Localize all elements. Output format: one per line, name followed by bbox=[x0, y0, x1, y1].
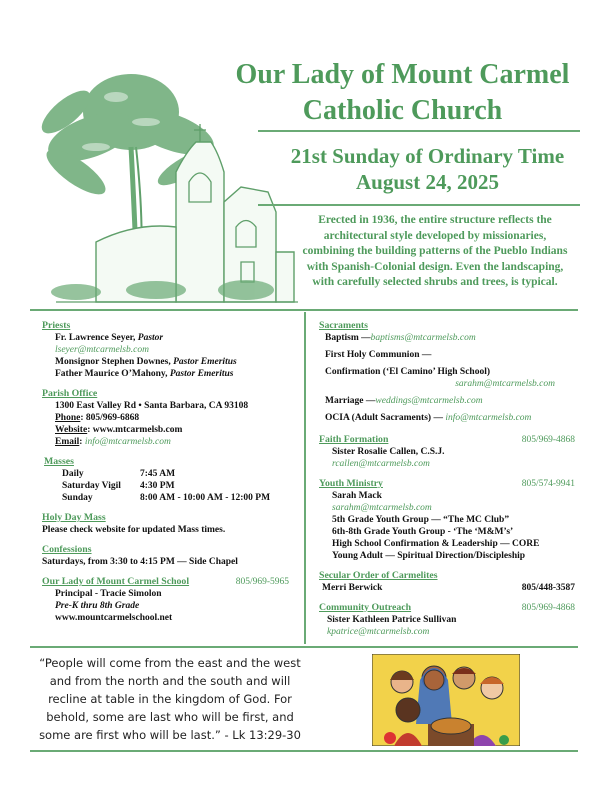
mass-row bbox=[42, 492, 297, 504]
mass-time: 4:30 PM bbox=[140, 481, 175, 491]
mass-row bbox=[42, 480, 297, 492]
bulletin-date: August 24, 2025 bbox=[356, 170, 499, 194]
carmelites-name: Merri Berwick bbox=[322, 583, 383, 593]
faith-name: Sister Rosalie Callen, C.S.J. bbox=[332, 447, 445, 457]
confessions-section bbox=[42, 544, 297, 568]
marriage-label: Marriage — bbox=[325, 396, 376, 406]
communion-line: First Holy Communion — bbox=[325, 350, 432, 360]
carmelites-section bbox=[319, 570, 575, 594]
footer-top-divider bbox=[30, 646, 578, 648]
office-email-line: Email: info@mtcarmelsb.com bbox=[55, 437, 171, 447]
youth-name: Sarah Mack bbox=[332, 491, 382, 501]
youth-section bbox=[319, 478, 575, 562]
office-address: 1300 East Valley Rd • Santa Barbara, CA 93108 bbox=[55, 401, 249, 411]
holy-day-section bbox=[42, 512, 297, 536]
school-website[interactable]: www.mountcarmelschool.net bbox=[55, 613, 173, 623]
school-heading: Our Lady of Mount Carmel School bbox=[42, 576, 190, 587]
carmelites-row bbox=[319, 582, 575, 594]
column-divider bbox=[304, 312, 306, 644]
school-section bbox=[42, 576, 297, 624]
pastor-email[interactable]: lseyer@mtcarmelsb.com bbox=[55, 345, 149, 355]
confirmation-email[interactable]: sarahm@mtcarmelsb.com bbox=[455, 379, 555, 389]
school-heading-row bbox=[42, 576, 297, 588]
church-description: Erected in 1936, the entire structure reflects the architectural style developed by missionaries, combining the building patterns of the Pueblo Indians with Spanish-Colonial design. Even the landscaping, with carefully selected shrubs and trees, is typical. bbox=[302, 214, 568, 288]
outreach-name: Sister Kathleen Patrice Sullivan bbox=[327, 615, 457, 625]
pastor-line bbox=[42, 332, 297, 344]
outreach-phone: 805/969-4868 bbox=[521, 603, 575, 613]
mass-day: Saturday Vigil bbox=[62, 481, 121, 491]
liturgical-sunday: 21st Sunday of Ordinary Time bbox=[290, 144, 565, 168]
sacraments-section bbox=[319, 320, 575, 424]
emeritus1-role: Pastor Emeritus bbox=[173, 357, 237, 367]
church-name-line1: Our Lady of Mount Carmel bbox=[235, 59, 570, 90]
baptism-line bbox=[319, 332, 575, 344]
mass-row bbox=[42, 468, 297, 480]
office-phone: : 805/969-6868 bbox=[80, 413, 140, 423]
bottom-divider bbox=[30, 750, 578, 752]
youth-phone: 805/574-9941 bbox=[521, 479, 575, 489]
confessions-text: Saturdays, from 3:30 to 4:15 PM — Side Chapel bbox=[42, 557, 238, 567]
pastor-role: Pastor bbox=[137, 333, 164, 343]
outreach-email[interactable]: kpatrice@mtcarmelsb.com bbox=[327, 627, 430, 637]
mass-time: 8:00 AM - 10:00 AM - 12:00 PM bbox=[140, 493, 271, 503]
ocia-email[interactable]: info@mtcarmelsb.com bbox=[445, 413, 532, 423]
ocia-line bbox=[319, 412, 575, 424]
family-illustration bbox=[372, 654, 520, 746]
scripture-quote: “People will come from the east and the west and from the north and the south and will recline at table in the kingdom of God. For behold, some are last who will be first, and some are first who will be last.” - Lk 13:29-30 bbox=[39, 656, 301, 742]
office-website-line bbox=[42, 424, 297, 436]
baptism-label: Baptism — bbox=[325, 333, 371, 343]
emeritus1-name: Monsignor Stephen Downes, bbox=[55, 357, 171, 367]
holy-day-heading: Holy Day Mass bbox=[42, 512, 106, 523]
youth-group: High School Confirmation & Leadership — CORE bbox=[332, 539, 540, 549]
confirmation-line: Confirmation (‘El Camino’ High School) bbox=[325, 367, 491, 377]
baptism-email[interactable]: baptisms@mtcarmelsb.com bbox=[370, 333, 476, 343]
priests-heading: Priests bbox=[42, 320, 71, 331]
school-principal: Principal - Tracie Simolon bbox=[55, 589, 162, 599]
title-divider bbox=[258, 130, 580, 132]
emeritus2-role: Pastor Emeritus bbox=[169, 369, 234, 379]
priests-section bbox=[42, 320, 297, 380]
pastor-name: Fr. Lawrence Seyer, bbox=[55, 333, 136, 343]
outreach-heading-row bbox=[319, 602, 575, 614]
marriage-line bbox=[319, 395, 575, 407]
marriage-email[interactable]: weddings@mtcarmelsb.com bbox=[375, 396, 483, 406]
carmelites-heading: Secular Order of Carmelites bbox=[319, 570, 438, 581]
ocia-label: OCIA (Adult Sacraments) — bbox=[325, 413, 443, 423]
youth-group: Young Adult — Spiritual Direction/Discipleship bbox=[332, 551, 526, 561]
phone-label: Phone bbox=[55, 413, 81, 423]
confessions-heading: Confessions bbox=[42, 544, 92, 555]
youth-group: 6th-8th Grade Youth Group - ‘The ‘M&M’s’ bbox=[332, 527, 514, 537]
youth-heading-row bbox=[319, 478, 575, 490]
faith-section bbox=[319, 434, 575, 470]
emeritus2-name: Father Maurice O’Mahony, bbox=[55, 369, 168, 379]
office-section bbox=[42, 388, 297, 448]
carmelites-phone: 805/448-3587 bbox=[521, 583, 575, 593]
faith-phone: 805/969-4868 bbox=[521, 435, 575, 445]
holy-day-text: Please check website for updated Mass times. bbox=[42, 525, 226, 535]
school-grades: Pre-K thru 8th Grade bbox=[55, 601, 140, 611]
faith-email[interactable]: rcallen@mtcarmelsb.com bbox=[332, 459, 430, 469]
masses-section bbox=[42, 456, 297, 504]
youth-group: 5th Grade Youth Group — “The MC Club” bbox=[332, 515, 510, 525]
church-name-line2: Catholic Church bbox=[302, 95, 503, 126]
sacraments-heading: Sacraments bbox=[319, 320, 368, 331]
office-email[interactable]: info@mtcarmelsb.com bbox=[84, 437, 171, 447]
mass-day: Daily bbox=[62, 469, 84, 479]
outreach-section bbox=[319, 602, 575, 638]
office-heading: Parish Office bbox=[42, 388, 98, 399]
emeritus2-line bbox=[42, 368, 297, 380]
mass-day: Sunday bbox=[62, 493, 93, 503]
mass-time: 7:45 AM bbox=[140, 469, 176, 479]
youth-heading: Youth Ministry bbox=[319, 478, 383, 489]
faith-heading-row bbox=[319, 434, 575, 446]
emeritus1-line bbox=[42, 356, 297, 368]
masses-heading: Masses bbox=[44, 456, 74, 467]
faith-heading: Faith Formation bbox=[319, 434, 389, 445]
right-column bbox=[319, 320, 575, 646]
office-website[interactable]: : www.mtcarmelsb.com bbox=[87, 425, 183, 435]
left-column bbox=[42, 320, 297, 632]
youth-email[interactable]: sarahm@mtcarmelsb.com bbox=[332, 503, 432, 513]
email-label: Email bbox=[55, 437, 80, 447]
date-divider bbox=[258, 204, 580, 206]
website-label: Website bbox=[55, 425, 88, 435]
office-phone-line bbox=[42, 412, 297, 424]
outreach-heading: Community Outreach bbox=[319, 602, 412, 613]
top-divider bbox=[30, 309, 578, 311]
school-phone: 805/969-5965 bbox=[235, 577, 289, 587]
